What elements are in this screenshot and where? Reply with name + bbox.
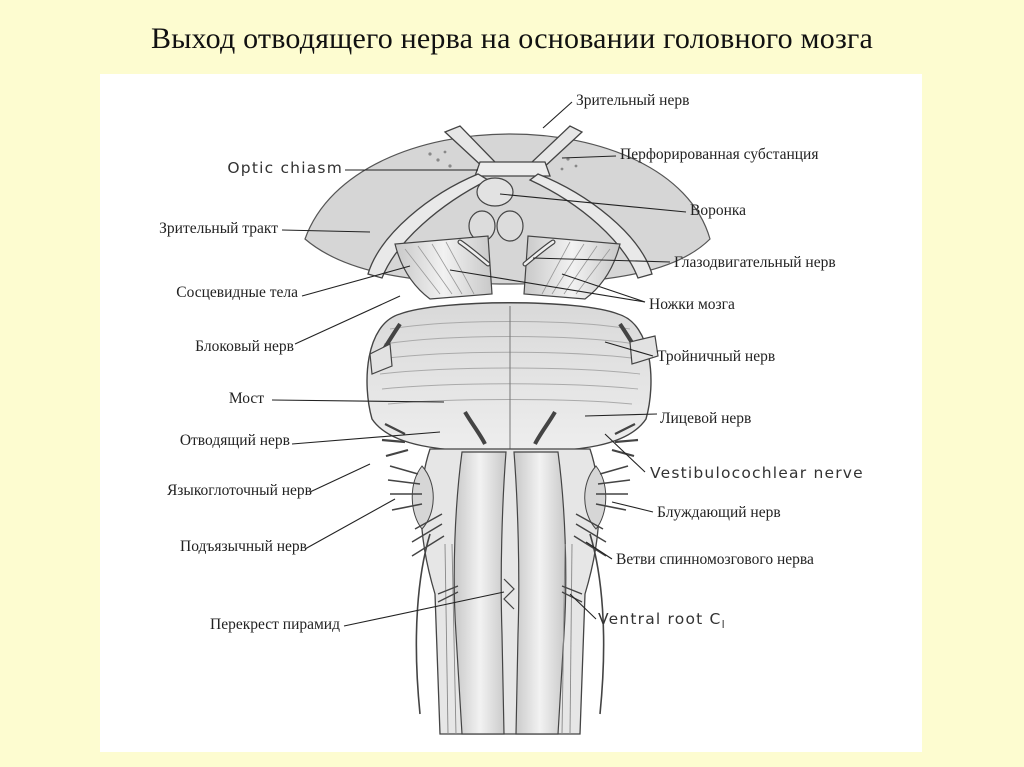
- brainstem-drawing: [100, 74, 922, 752]
- label-ventral-root: [598, 610, 726, 631]
- label-optic-nerve: Зрительный нерв: [576, 92, 690, 109]
- label-ventral-root-text: Ventral root C: [598, 610, 722, 628]
- label-vestibulocochlear-nerve: Vestibulocochlear nerve: [650, 464, 864, 482]
- leader-glossopharyngeal: [310, 464, 370, 492]
- brainstem-illustration: [100, 74, 922, 752]
- label-glossopharyngeal-nerve: Языкоглоточный нерв: [166, 482, 312, 499]
- mammillary-body-right: [497, 211, 523, 241]
- pons: [367, 303, 651, 452]
- cerebral-peduncle-left: [395, 236, 492, 299]
- label-cerebral-peduncles: Ножки мозга: [649, 296, 735, 313]
- label-optic-chiasm: Optic chiasm: [227, 159, 343, 177]
- leader-hypoglossal: [305, 499, 395, 549]
- label-abducens-nerve: Отводящий нерв: [179, 432, 290, 449]
- label-trigeminal-nerve: Тройничный нерв: [657, 348, 776, 365]
- label-facial-nerve: Лицевой нерв: [660, 410, 752, 427]
- pyramid-right: [514, 452, 566, 734]
- label-pons: Мост: [228, 390, 264, 407]
- leader-optic-nerve: [543, 102, 572, 128]
- label-spinal-accessory-branches: Ветви спинномозгового нерва: [616, 551, 814, 568]
- label-perforated-substance: Перфорированная субстанция: [620, 146, 819, 163]
- label-trochlear-nerve: Блоковый нерв: [195, 338, 294, 355]
- label-oculomotor-nerve: Глазодвигательный нерв: [674, 254, 836, 271]
- label-infundibulum: Воронка: [690, 202, 747, 219]
- label-mammillary-bodies: Сосцевидные тела: [176, 284, 298, 301]
- label-pyramidal-decussation: Перекрест пирамид: [210, 616, 340, 633]
- leader-vagus: [612, 502, 653, 512]
- label-vagus-nerve: Блуждающий нерв: [657, 504, 781, 521]
- leader-mammillary: [302, 266, 410, 296]
- slide-title: Выход отводящего нерва на основании головного мозга: [150, 22, 874, 55]
- label-ventral-root-sub: l: [721, 618, 726, 632]
- infundibulum: [477, 178, 513, 206]
- label-hypoglossal-nerve: Подъязычный нерв: [180, 538, 307, 555]
- label-optic-tract: Зрительный тракт: [159, 220, 278, 237]
